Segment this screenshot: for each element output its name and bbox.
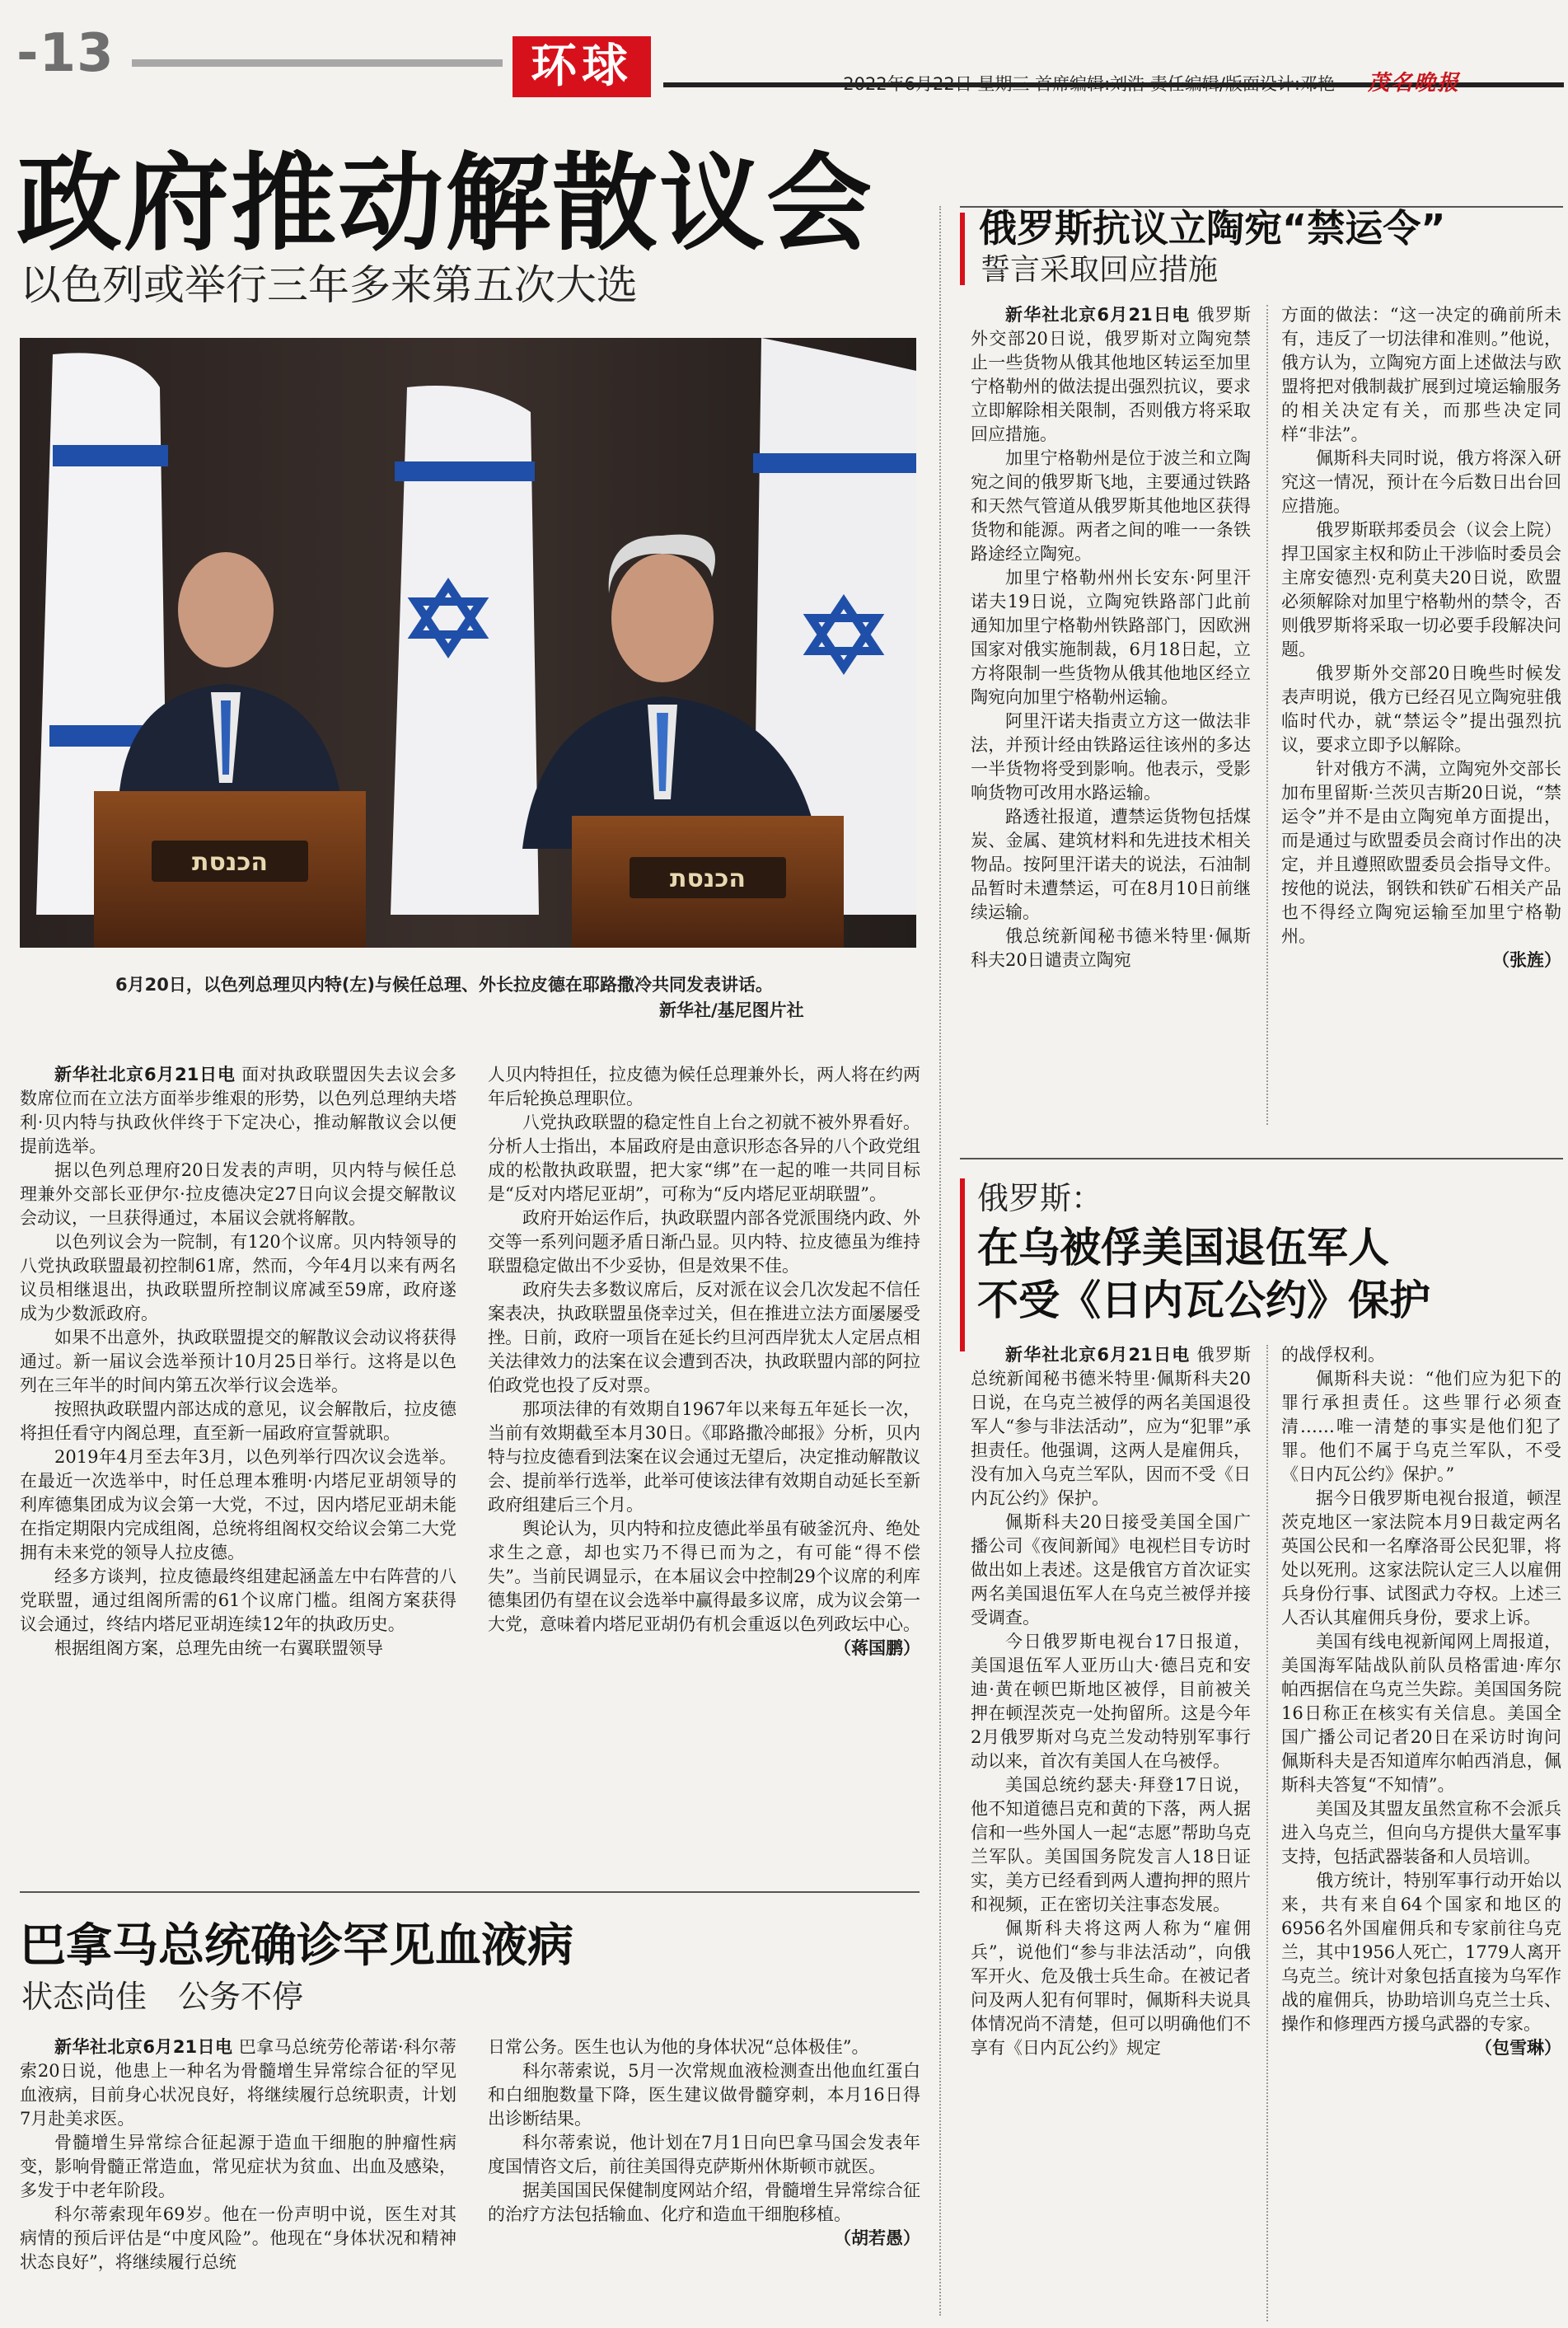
pow-inner-divider xyxy=(1266,1345,1268,2321)
panama-col2 xyxy=(488,2035,920,2324)
pow-col2-p5: 美国及其盟友虽然宣称不会派兵进入乌克兰，但向乌方提供大量军事支持，包括武器装备和人员培训。 xyxy=(1281,1799,1561,1867)
lithuania-col2-p2: 佩斯科夫同时说，俄方将深入研究这一情况，预计在今后数日出台回应措施。 xyxy=(1281,448,1561,516)
lithuania-col1-p3: 加里宁格勒州州长安东·阿里汗诺夫19日说，立陶宛铁路部门此前通知加里宁格勒州铁路部门，因欧洲国家对俄实施制裁，6月18日起，立方将限制一些货物从俄其他地区经立陶宛向加里宁格勒州运输。 xyxy=(971,568,1251,707)
pow-col1-p2: 佩斯科夫20日接受美国全国广播公司《夜间新闻》电视栏目专访时做出如上表述。这是俄官方首次证实两名美国退伍军人在乌克兰被俘并接受调查。 xyxy=(971,1512,1251,1628)
main-story-col1 xyxy=(20,1063,456,1834)
pow-col2-p1: 的战俘权利。 xyxy=(1281,1345,1385,1365)
lithuania-headline: 俄罗斯抗议立陶宛“禁运令” xyxy=(979,206,1446,251)
podium-left xyxy=(94,791,366,948)
panama-col2-p3: 科尔蒂索说，他计划在7月1日向巴拿马国会发表年度国情咨文后，前往美国得克萨斯州休斯顿市就医。 xyxy=(488,2133,920,2176)
pow-col2-p6: 俄方统计，特别军事行动开始以来，共有来自64个国家和地区的6956名外国雇佣兵和专家前往乌克兰，其中1956人死亡，1779人离开乌克兰。统计对象包括直接为乌军作战的雇佣兵，协助培训乌克兰士兵、操作和修理西方援乌武器的专家。 xyxy=(1281,1871,1561,2034)
pow-headline-line1: 在乌被俘美国退伍军人 xyxy=(977,1224,1389,1272)
main-col2-p2: 八党执政联盟的稳定性自上台之初就不被外界看好。分析人士指出，本届政府是由意识形态各异的八个政党组成的松散执政联盟，把大家“绑”在一起的唯一共同目标是“反对内塔尼亚胡”，可称为“反内塔尼亚胡联盟”。 xyxy=(488,1112,920,1204)
main-col2-p6: 舆论认为，贝内特和拉皮德此举虽有破釜沉舟、绝处求生之意，却也实乃不得已而为之，有可能“得不偿失”。当前民调显示，在本届议会中控制29个议席的利库德集团仍有望在议会选举中赢得最多议席，成为议会第一大党，意味着内塔尼亚胡仍有机会重返以色列政坛中心。 xyxy=(488,1519,920,1634)
main-byline: （蒋国鹏） xyxy=(834,1638,920,1658)
pow-col1-p1: 俄罗斯总统新闻秘书德米特里·佩斯科夫20日说，在乌克兰被俘的两名美国退役军人“参与非法活动”，应为“犯罪”承担责任。他强调，这两人是雇佣兵，没有加入乌克兰军队，因而不受《日内瓦公约》保护。 xyxy=(971,1345,1251,1508)
masthead-gray-rule xyxy=(132,59,503,67)
lithuania-red-bar xyxy=(960,213,965,285)
main-col2-p4: 政府失去多数议席后，反对派在议会几次发起不信任案表决，执政联盟虽侥幸过关，但在推进立法方面屡屡受挫。日前，政府一项旨在延长约旦河西岸犹太人定居点相关法律效力的法案在议会遭到否决，执政联盟内部的阿拉伯政党也投了反对票。 xyxy=(488,1280,920,1395)
pow-col2-p3: 据今日俄罗斯电视台报道，顿涅茨克地区一家法院本月9日裁定两名英国公民和一名摩洛哥公民犯罪，将处以死刑。这家法院认定三人以雇佣兵身份行事、试图武力夺权。上述三人否认其雇佣兵身份，要求上诉。 xyxy=(1281,1488,1561,1628)
main-col1-p1: 面对执政联盟因失去议会多数席位而在立法方面举步维艰的形势，以色列总理纳夫塔利·贝内特与执政伙伴终于下定决心，推动解散议会以便提前选举。 xyxy=(20,1065,456,1156)
panama-col2-p4: 据美国国民保健制度网站介绍，骨髓增生异常综合征的治疗方法包括输血、化疗和造血干细胞移植。 xyxy=(488,2180,920,2224)
panama-byline: （胡若愚） xyxy=(834,2228,920,2248)
lithuania-byline: （张旌） xyxy=(1492,950,1561,970)
main-col1-p2: 据以色列总理府20日发表的声明，贝内特与候任总理兼外交部长亚伊尔·拉皮德决定27日向议会提交解散议会动议，一旦获得通过，本届议会就将解散。 xyxy=(20,1160,456,1228)
lithuania-col2-p4: 俄罗斯外交部20日晚些时候发表声明说，俄方已经召见立陶宛驻俄临时代办，就“禁运令”提出强烈抗议，要求立即予以解除。 xyxy=(1281,663,1561,755)
photo-caption: 6月20日，以色列总理贝内特(左)与候任总理、外长拉皮德在耶路撒冷共同发表讲话。 xyxy=(115,975,774,995)
page-number: -13 xyxy=(16,23,115,84)
pow-kicker: 俄罗斯： xyxy=(977,1180,1103,1216)
pow-top-rule xyxy=(960,1158,1563,1159)
pow-col1-p3: 今日俄罗斯电视台17日报道，美国退伍军人亚历山大·德吕克和安迪·黄在顿巴斯地区被俘，目前被关押在顿涅茨克一处拘留所。这是今年2月俄罗斯对乌克兰发动特别军事行动以来，首次有美国人在乌被俘。 xyxy=(971,1632,1251,1771)
photo-credit: 新华社/基尼图片社 xyxy=(659,1000,804,1020)
pow-byline: （包雪琳） xyxy=(1475,2038,1561,2058)
panama-subhead: 状态尚佳 公务不停 xyxy=(21,1979,304,2015)
main-col2-p1: 人贝内特担任，拉皮德为候任总理兼外长，两人将在约两年后轮换总理职位。 xyxy=(488,1065,920,1108)
lithuania-inner-divider xyxy=(1266,305,1268,1125)
main-col1-p6: 2019年4月至去年3月，以色列举行四次议会选举。在最近一次选举中，时任总理本雅明·内塔尼亚胡领导的利库德集团成为议会第一大党，不过，因内塔尼亚胡未能在指定期限内完成组阁，总统将组阁权交给议会第二大党拥有未来党的领导人拉皮德。 xyxy=(20,1447,456,1562)
lithuania-col2-p3: 俄罗斯联邦委员会（议会上院）捍卫国家主权和防止干涉临时委员会主席安德烈·克利莫夫20日说，欧盟必须解除对加里宁格勒州的禁令，否则俄罗斯将采取一切必要手段解决问题。 xyxy=(1281,520,1561,659)
lithuania-col1-p6: 俄总统新闻秘书德米特里·佩斯科夫20日谴责立陶宛 xyxy=(971,926,1251,970)
pow-col2-p4: 美国有线电视新闻网上周报道，美国海军陆战队前队员格雷迪·库尔帕西据信在乌克兰失踪。美国国务院16日称正在核实有关信息。美国全国广播公司记者20日在采访时询问佩斯科夫是否知道库尔帕西消息，佩斯科夫答复“不知情”。 xyxy=(1281,1632,1561,1795)
podium-right-label: הכנסת xyxy=(669,864,747,893)
lithuania-col1 xyxy=(971,303,1251,1127)
panama-col2-p2: 科尔蒂索说，5月一次常规血液检测查出他血红蛋白和白细胞数量下降，医生建议做骨髓穿刺，本月16日得出诊断结果。 xyxy=(488,2061,920,2129)
pow-col1-p5: 佩斯科夫将这两人称为“雇佣兵”，说他们“参与非法活动”，向俄军开火、危及俄士兵生命。在被记者问及两人犯有何罪时，佩斯科夫说具体情况尚不清楚，但可以明确他们不享有《日内瓦公约》规定 xyxy=(971,1918,1251,2058)
flag-center-left xyxy=(391,386,539,915)
lithuania-col1-p5: 路透社报道，遭禁运货物包括煤炭、金属、建筑材料和先进技术相关物品。按阿里汗诺夫的说法，石油制品暂时未遭禁运，可在8月10日前继续运输。 xyxy=(971,807,1251,922)
paper-logo: 茂名晚报 xyxy=(1368,71,1461,96)
lithuania-dateline: 新华社北京6月21日电 xyxy=(1005,305,1191,325)
pow-col1-p4: 美国总统约瑟夫·拜登17日说，他不知道德吕克和黄的下落，两人据信和一些外国人一起“志愿”帮助乌克兰军队。美国国务院发言人18日证实，美方已经看到两人遭拘押的照片和视频，正在密切关注事态发展。 xyxy=(971,1775,1251,1914)
pow-headline-line2: 不受《日内瓦公约》保护 xyxy=(977,1276,1430,1324)
lithuania-col2-p1: 方面的做法：“这一决定的确前所未有，违反了一切法律和准则。”他说，俄方认为，立陶宛方面上述做法与欧盟将把对俄制裁扩展到过境运输服务的相关决定有关，而那些决定同样“非法”。 xyxy=(1281,305,1561,444)
main-subhead: 以色列或举行三年多来第五次大选 xyxy=(20,261,638,309)
date-line: 2022年6月22日 星期三 首席编辑:刘浩 责任编辑/版面设计:邓艳 xyxy=(843,74,1335,94)
lithuania-col1-p1: 俄罗斯外交部20日说，俄罗斯对立陶宛禁止一些货物从俄其他地区转运至加里宁格勒州的做法提出强烈抗议，要求立即解除相关限制，否则俄方将采取回应措施。 xyxy=(971,305,1251,444)
pow-col1 xyxy=(971,1343,1251,2324)
panama-headline: 巴拿马总统确诊罕见血液病 xyxy=(20,1919,573,1973)
news-photo xyxy=(20,338,916,948)
photo-illustration xyxy=(20,338,916,948)
lithuania-col2-p5: 针对俄方不满，立陶宛外交部长加布里留斯·兰茨贝吉斯20日说，“禁运令”并不是由立陶宛单方面提出，而是通过与欧盟委员会商讨作出的决定，并且遵照欧盟委员会指导文件。按他的说法，钢铁和铁矿石相关产品也不得经立陶宛运输至加里宁格勒州。 xyxy=(1281,759,1561,946)
lithuania-col1-p4: 阿里汗诺夫指责立方这一做法非法，并预计经由铁路运往该州的多达一半货物将受到影响。他表示，受影响货物可改用水路运输。 xyxy=(971,711,1251,803)
column-divider xyxy=(939,206,941,2316)
panama-top-rule xyxy=(20,1891,920,1893)
main-dateline: 新华社北京6月21日电 xyxy=(54,1065,236,1084)
lithuania-col2 xyxy=(1281,303,1561,1127)
main-col2-p5: 那项法律的有效期自1967年以来每五年延长一次，当前有效期截至本月30日。《耶路撒冷邮报》分析，贝内特与拉皮德看到法案在议会通过无望后，决定推动解散议会、提前举行选举，此举可使该法律有效期自动延长至新政府组建后三个月。 xyxy=(488,1399,920,1515)
podium-right xyxy=(572,816,844,948)
main-col1-p5: 按照执政联盟内部达成的意见，议会解散后，拉皮德将担任看守内阁总理，直至新一届政府宣誓就职。 xyxy=(20,1399,456,1443)
panama-col1-p2: 骨髓增生异常综合征起源于造血干细胞的肿瘤性病变，影响骨髓正常造血，常见症状为贫血、出血及感染，多发于中老年阶段。 xyxy=(20,2133,456,2200)
panama-dateline: 新华社北京6月21日电 xyxy=(54,2037,233,2057)
main-col1-p4: 如果不出意外，执政联盟提交的解散议会动议将获得通过。新一届议会选举预计10月25日举行。这将是以色列在三年半的时间内第五次举行议会选举。 xyxy=(20,1328,456,1395)
panama-col1 xyxy=(20,2035,456,2324)
lithuania-subhead: 誓言采取回应措施 xyxy=(981,253,1219,287)
pow-red-bar xyxy=(960,1178,965,1351)
panama-col1-p3: 科尔蒂索现年69岁。他在一份声明中说，医生对其病情的预后评估是“中度风险”。他现在“身体状况和精神状态良好”，将继续履行总统 xyxy=(20,2204,456,2272)
main-col1-p7: 经多方谈判，拉皮德最终组建起涵盖左中右阵营的八党联盟，通过组阁所需的61个议席门槛。组阁方案获得议会通过，终结内塔尼亚胡连续12年的执政历史。 xyxy=(20,1567,456,1634)
lithuania-col1-p2: 加里宁格勒州是位于波兰和立陶宛之间的俄罗斯飞地，主要通过铁路和天然气管道从俄罗斯其他地区获得货物和能源。两者之间的唯一一条铁路途经立陶宛。 xyxy=(971,448,1251,564)
main-col1-p8: 根据组阁方案，总理先由统一右翼联盟领导 xyxy=(54,1638,383,1658)
panama-col2-p1: 日常公务。医生也认为他的身体状况“总体极佳”。 xyxy=(488,2037,869,2057)
pow-col2 xyxy=(1281,1343,1561,2324)
main-col2-p3: 政府开始运作后，执政联盟内部各党派围绕内政、外交等一系列问题矛盾日渐凸显。贝内特、拉皮德虽为维持联盟稳定做出不少妥协，但是效果不佳。 xyxy=(488,1208,920,1276)
main-col1-p3: 以色列议会为一院制，有120个议席。贝内特领导的八党执政联盟最初控制61席，然而，今年4月以来有两名议员相继退出，执政联盟所控制议席减至59席，政府遂成为少数派政府。 xyxy=(20,1232,456,1323)
pow-dateline: 新华社北京6月21日电 xyxy=(1005,1345,1191,1365)
panama-col1-p1: 巴拿马总统劳伦蒂诺·科尔蒂索20日说，他患上一种名为骨髓增生异常综合征的罕见血液病，目前身心状况良好，将继续履行总统职责，计划7月赴美求医。 xyxy=(20,2037,456,2129)
pow-col2-p2: 佩斯科夫说：“他们应为犯下的罪行承担责任。这些罪行必须查清……唯一清楚的事实是他们犯了罪。他们不属于乌克兰军队，不受《日内瓦公约》保护。” xyxy=(1281,1369,1561,1484)
main-headline: 政府推动解散议会 xyxy=(16,143,874,265)
section-tag: 环球 xyxy=(513,36,651,97)
main-story-col2 xyxy=(488,1063,920,1854)
podium-left-label: הכנסת xyxy=(191,848,269,877)
